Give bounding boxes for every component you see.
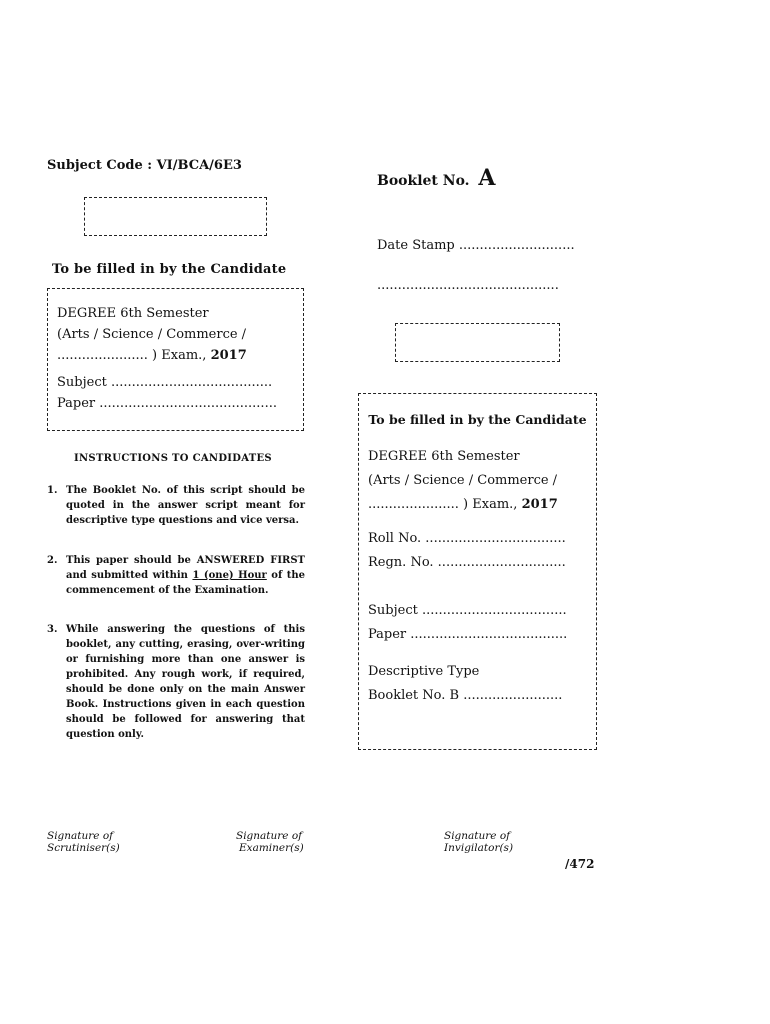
signature-invigilator [444, 830, 513, 854]
signature-role: Examiner(s) [239, 842, 304, 854]
right-streams: (Arts / Science / Commerce / [368, 473, 558, 488]
instruction-number: 3. [47, 624, 58, 635]
right-subject-field[interactable]: Subject ................................... [368, 603, 567, 618]
left-streams: (Arts / Science / Commerce / [57, 327, 247, 342]
right-exam-prefix: ...................... ) Exam., [368, 497, 518, 512]
right-paper-field[interactable]: Paper ...................................... [368, 627, 568, 642]
instruction-text [66, 553, 305, 598]
instruction-text: While answering the questions of this booklet, any cutting, erasing, over-writing or furnishing more than one answer is prohibited. Any rough work, if required, should be done only on the main Answer Book. Instructions given in each question should be followed for answering that question only. [66, 624, 305, 740]
signature-label: Signature of [47, 830, 114, 842]
left-exam-line[interactable] [57, 345, 293, 366]
registration-number-field[interactable]: Regn. No. ............................... [368, 555, 566, 570]
instruction-item [47, 553, 305, 598]
instruction-time-limit: 1 (one) Hour [192, 570, 267, 581]
signature-role: Scrutiniser(s) [47, 842, 120, 854]
booklet-b-field[interactable]: Booklet No. B ........................ [368, 688, 563, 703]
instruction-text: The Booklet No. of this script should be quoted in the answer script meant for descriptive type questions and vice versa. [66, 485, 305, 526]
signature-role: Invigilator(s) [444, 842, 514, 854]
right-exam-year: 2017 [521, 497, 558, 512]
code-entry-box[interactable] [84, 197, 267, 236]
date-stamp: Date Stamp ............................ [377, 238, 575, 253]
instruction-item [47, 622, 305, 742]
descriptive-type-label: Descriptive Type [368, 664, 480, 679]
subject-code: Subject Code : VI/BCA/6E3 [47, 158, 242, 173]
right-exam-line[interactable] [368, 493, 587, 517]
left-exam-year: 2017 [210, 348, 247, 363]
instruction-text-part: This paper should be ANSWERED FIRST and submitted within [66, 555, 305, 581]
instructions-heading: INSTRUCTIONS TO CANDIDATES [74, 453, 272, 464]
booklet-label: Booklet No. [377, 173, 470, 189]
left-subject-field[interactable]: Subject ....................................... [57, 375, 273, 390]
signature-label: Signature of [444, 830, 511, 842]
left-exam-prefix: ...................... ) Exam., [57, 348, 207, 363]
date-stamp-line: ............................................ [377, 278, 559, 293]
left-paper-field[interactable]: Paper ........................................... [57, 396, 277, 411]
booklet-number [377, 165, 496, 191]
roll-number-field[interactable]: Roll No. .................................. [368, 531, 566, 546]
instruction-number: 1. [47, 485, 58, 496]
signature-label: Signature of [236, 830, 303, 842]
instruction-number: 2. [47, 555, 58, 566]
page-code: /472 [565, 857, 595, 871]
left-degree: DEGREE 6th Semester [57, 306, 209, 321]
right-form-heading: To be filled in by the Candidate [368, 412, 587, 427]
booklet-letter: A [478, 165, 496, 191]
signature-scrutiniser [47, 830, 120, 854]
left-form-heading: To be filled in by the Candidate [52, 262, 287, 277]
instruction-text-part: of the commencement of the Examination. [66, 570, 306, 596]
instruction-item [47, 483, 305, 528]
left-candidate-box [47, 288, 304, 431]
signature-examiner [236, 830, 304, 854]
right-candidate-box [358, 393, 597, 750]
right-degree: DEGREE 6th Semester [368, 449, 520, 464]
stamp-box[interactable] [395, 323, 560, 362]
